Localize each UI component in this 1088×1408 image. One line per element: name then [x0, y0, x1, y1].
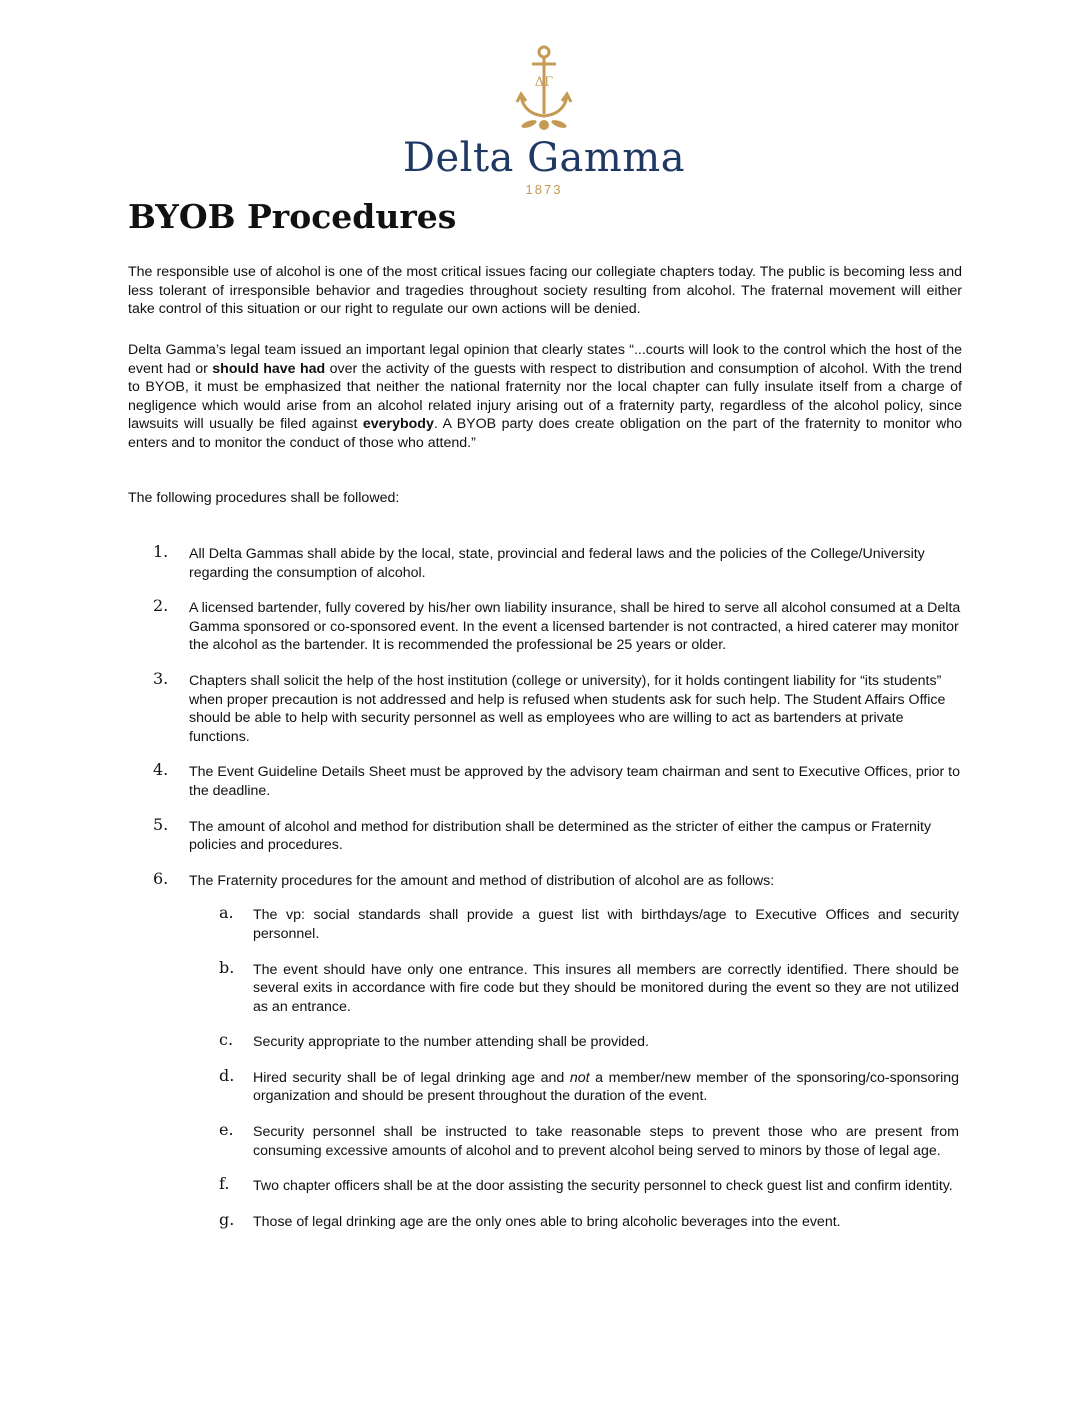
sub-procedure-letter: e. [219, 1120, 234, 1140]
procedure-text: The amount of alcohol and method for distribution shall be determined as the stricter of either the campus or Fraternity policies and procedures. [189, 818, 932, 854]
sub-procedures-list [189, 903, 962, 1231]
procedures-list [128, 542, 962, 1248]
sub-procedure-letter: a. [219, 903, 234, 923]
sub-procedure-letter: d. [219, 1065, 235, 1085]
sub-procedure-item [189, 1174, 959, 1196]
anchor-icon [509, 44, 579, 134]
sub-procedure-text: Security personnel shall be instructed to take reasonable steps to prevent those who are present from consuming excessive amounts of alcohol and to prevent alcohol being served to minors by those of legal age. [253, 1124, 959, 1159]
sub-procedure-item [189, 957, 959, 1017]
procedures-intro: The following procedures shall be followed: [128, 490, 400, 506]
legal-text: over the activity of the guests with respect to distribution and consumption of alcohol. With the trend to BYOB, it must be emphasized that neither the national fraternity nor the local chapter can fully insulate itself from a charge of negligence which would arise from an alcohol related injury arising out of a fraternity party, regardless of the alcohol policy, since lawsuits will usually be filed against [128, 360, 962, 433]
procedure-item [128, 868, 962, 1232]
procedure-text: A licensed bartender, fully covered by his/her own liability insurance, shall be hired to serve all alcohol consumed at a Delta Gamma sponsored or co-sponsored event. In the event a licensed bartender is not contracted, a hired caterer may monitor the alcohol as the bartender. It is recommended the professional be 25 years or older. [189, 600, 961, 654]
sub-procedure-item [189, 903, 959, 943]
procedure-number: 3. [153, 668, 169, 688]
procedure-item [128, 760, 962, 800]
intro-paragraph: The responsible use of alcohol is one of the most critical issues facing our collegiate chapters today. The public is becoming less and less tolerant of irresponsible behavior and tragedies throughout society resulting from alcohol. The fraternal movement will either take control of this situation or our right to regulate our own actions will be denied. [128, 264, 962, 318]
procedure-number: 5. [153, 814, 169, 834]
procedure-text: The Fraternity procedures for the amount and method of distribution of alcohol are as follows: [189, 872, 775, 889]
sub-procedure-text: Those of legal drinking age are the only ones able to bring alcoholic beverages into the event. [253, 1213, 841, 1230]
brand-year: 1873 [525, 182, 563, 197]
procedure-number: 6. [153, 868, 169, 888]
legal-emphasis: everybody [362, 416, 434, 433]
delta-gamma-logo [0, 44, 1088, 197]
sub-procedure-text: Hired security shall be of legal drinking age and [253, 1069, 570, 1086]
legal-opinion-paragraph [128, 341, 962, 453]
sub-procedure-item [189, 1030, 959, 1052]
sub-procedure-text: The vp: social standards shall provide a guest list with birthdays/age to Executive Offices and security personnel. [253, 907, 959, 942]
legal-text: Delta Gamma’s legal team issued an important legal opinion that clearly states “...courts will look to the control which the host of the event had or [128, 342, 962, 377]
sub-procedure-item [189, 1120, 959, 1160]
sub-procedure-text: Two chapter officers shall be at the door assisting the security personnel to check guest list and confirm identity. [253, 1178, 953, 1195]
procedure-number: 2. [153, 596, 169, 616]
procedure-number: 1. [153, 542, 169, 561]
sub-procedure-item [189, 1209, 959, 1232]
sub-procedure-letter: b. [219, 957, 235, 977]
sub-procedure-item [189, 1065, 959, 1106]
procedure-text: Chapters shall solicit the help of the host institution (college or university), for it holds contingent liability for “its students” when proper precaution is not addressed and help is refused when students ask for such help. The Student Affairs Office should be able to help with security personnel as well as employees who are willing to act as bartenders at private functions. [189, 672, 946, 745]
page-title: BYOB Procedures [128, 197, 457, 236]
sub-procedure-letter: f. [219, 1174, 230, 1194]
sub-procedure-emphasis: not [569, 1069, 590, 1086]
procedure-item [128, 668, 962, 746]
sub-procedure-text: Security appropriate to the number attending shall be provided. [253, 1034, 649, 1051]
procedure-item [128, 542, 962, 582]
procedure-text: The Event Guideline Details Sheet must be approved by the advisory team chairman and sent to Executive Offices, prior to the deadline. [189, 764, 960, 799]
procedure-text: All Delta Gammas shall abide by the local, state, provincial and federal laws and the policies of the College/University regarding the consumption of alcohol. [189, 546, 925, 581]
legal-emphasis: should have had [212, 360, 326, 377]
sub-procedure-text: a member/new member of the sponsoring/co-sponsoring organization and should be present throughout the duration of the event. [253, 1069, 959, 1105]
procedure-item [128, 814, 962, 855]
logo-letters: ΔΓ [534, 75, 554, 90]
brand-name: Delta Gamma [402, 135, 686, 181]
procedure-number: 4. [153, 760, 169, 780]
procedure-item [128, 596, 962, 655]
sub-procedure-text: The event should have only one entrance. This insures all members are correctly identified. There should be several exits in accordance with fire code but they should be monitored during the event so they are not utilized as an entrance. [253, 961, 959, 1015]
sub-procedure-letter: c. [219, 1030, 234, 1050]
sub-procedure-letter: g. [219, 1209, 235, 1229]
legal-text: . A BYOB party does create obligation on the part of the fraternity to monitor who enters and to monitor the conduct of those who attend.” [128, 416, 962, 451]
